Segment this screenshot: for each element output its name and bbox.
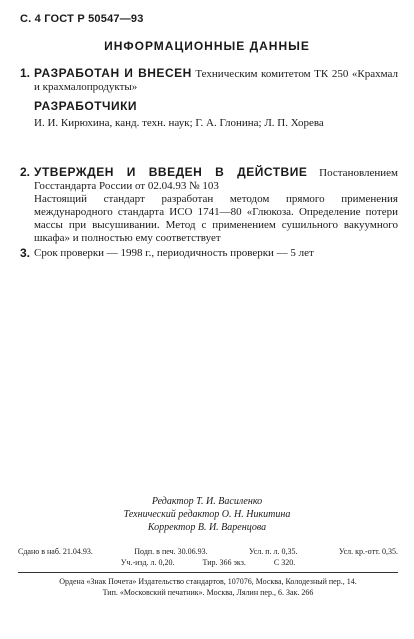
section-1-number: 1. xyxy=(20,66,31,80)
developers-list: И. И. Кирюхина, канд. техн. наук; Г. А. Глонина; Л. П. Хорева xyxy=(34,117,324,129)
section-3-number: 3. xyxy=(20,246,31,260)
typography-line: Тип. «Московский печатник». Москва, Лялин пер., 6. Зак. 266 xyxy=(102,588,314,597)
imprint-row-1 xyxy=(18,546,398,557)
imprint-sent: Сдано в наб. 21.04.93. xyxy=(18,547,93,556)
section-3-text: Срок проверки — 1998 г., периодичность проверки — 5 лет xyxy=(34,247,314,259)
editor-line: Редактор Т. И. Василенко xyxy=(151,496,263,507)
section-1-text: Техническим комитетом ТК 250 «Крахмал и крахмалопродукты» xyxy=(34,68,399,93)
section-1-lead: РАЗРАБОТАН И ВНЕСЕН xyxy=(34,66,192,80)
imprint-circulation: Тир. 366 экз. xyxy=(202,558,246,567)
section-3 xyxy=(20,247,398,260)
developers-heading: РАЗРАБОТЧИКИ xyxy=(34,99,138,113)
page-header: С. 4 ГОСТ Р 50547—93 xyxy=(20,13,144,25)
tech-editor-line: Технический редактор О. Н. Никитина xyxy=(123,509,291,520)
section-1 xyxy=(20,67,398,130)
section-2-lead: УТВЕРЖДЕН И ВВЕДЕН В ДЕЙСТВИЕ xyxy=(34,165,308,179)
page-title: ИНФОРМАЦИОННЫЕ ДАННЫЕ xyxy=(104,39,310,53)
imprint-row-2 xyxy=(18,557,398,568)
section-2-paragraph: Настоящий стандарт разработан методом прямого применения международного стандарта ИСО 1741—80 «Глюкоза. Определение потери массы при высушивании. Метод с применением сушильного вакуумного шкафа» и полностью ему соответствует xyxy=(34,193,398,244)
imprint-block xyxy=(18,546,398,568)
editors-block xyxy=(0,495,414,534)
imprint-signed: Подп. в печ. 30.06.93. xyxy=(134,547,208,556)
imprint-sheets: Усл. п. л. 0,35. xyxy=(248,547,298,556)
section-2-number: 2. xyxy=(20,165,31,179)
imprint-code: С 320. xyxy=(273,558,296,567)
imprint-prints: Усл. кр.-отт. 0,35. xyxy=(338,547,398,556)
section-2-text: Постановлением Госстандарта России от 02.04.93 № 103 xyxy=(34,167,398,192)
section-2 xyxy=(20,166,398,245)
printer-block xyxy=(18,576,398,598)
imprint-edit-sheets: Уч.-изд. л. 0,20. xyxy=(120,558,175,567)
divider xyxy=(18,572,398,573)
publisher-line: Ордена «Знак Почета» Издательство стандартов, 107076, Москва, Колодезный пер., 14. xyxy=(59,577,357,586)
corrector-line: Корректор В. И. Варенцова xyxy=(147,522,267,533)
